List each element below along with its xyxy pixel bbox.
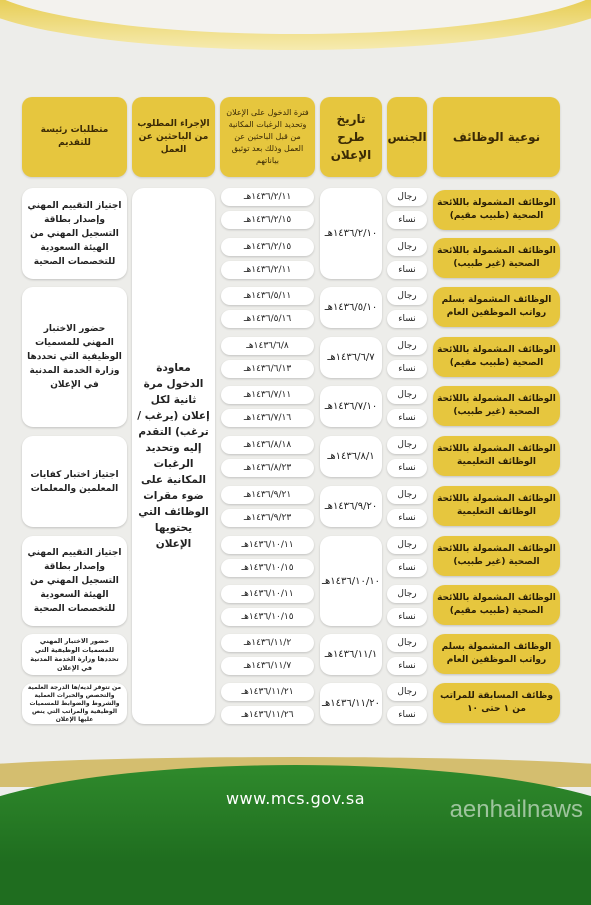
header-requirements: متطلبات رئيسة للتقديم [22,97,127,177]
announce-date-2: ١٤٣٦/٥/١٠هـ [320,287,382,328]
announce-date-6: ١٤٣٦/٩/٢٠هـ [320,486,382,527]
gender-male: رجال [387,337,427,355]
header-job-type: نوعية الوظائف [433,97,560,177]
period-date: ١٤٣٦/٦/١٣هـ [221,360,314,378]
website-url: www.mcs.gov.sa [225,789,366,808]
gender-female: نساء [387,211,427,229]
period-date: ١٤٣٦/٥/١٦هـ [221,310,314,328]
period-date: ١٤٣٦/٢/١١هـ [221,261,314,279]
required-action-cell: معاودة الدخول مرة ثانية لكل إعلان (يرغب / ترغب) التقدم إليه وتحديد الرغبات المكانية على ضوء مقرات الوظائف التي يحتويها الإعلان [132,188,215,724]
header-gender: الجنس [387,97,427,177]
job-type-10: الوظائف المشمولة بسلم رواتب الموظفين العام [433,634,560,674]
header-entry-period: فترة الدخول على الإعلان وتحديد الرغبات المكانية من قبل الباحثين عن العمل وذلك بعد توثيق بياناتهم [220,97,315,177]
announce-date-8: ١٤٣٦/١١/١هـ [320,634,382,675]
job-type-9: الوظائف المشمولة باللائحة الصحية (طبيب مقيم) [433,585,560,625]
gender-female: نساء [387,459,427,477]
period-date: ١٤٣٦/١٠/١١هـ [221,536,314,554]
gender-male: رجال [387,188,427,206]
gender-female: نساء [387,409,427,427]
period-date: ١٤٣٦/١١/٢هـ [221,634,314,652]
job-type-4: الوظائف المشمولة باللائحة الصحية (طبيب مقيم) [433,337,560,377]
header-required-action: الإجراء المطلوب من الباحثين عن العمل [132,97,215,177]
gender-male: رجال [387,683,427,701]
requirement-1: اجتياز التقييم المهني وإصدار بطاقة التسجيل المهني من الهيئة السعودية للتخصصات الصحية [22,188,127,279]
period-date: ١٤٣٦/١٠/١٥هـ [221,608,314,626]
announce-date-9: ١٤٣٦/١١/٢٠هـ [320,683,382,724]
job-type-11: وظائف المسابقة للمراتب من ١ حتى ١٠ [433,683,560,723]
period-date: ١٤٣٦/١١/٧هـ [221,657,314,675]
requirement-4: اجتياز التقييم المهني وإصدار بطاقة التسجيل المهني من الهيئة السعودية للتخصصات الصحية [22,536,127,626]
gender-female: نساء [387,360,427,378]
watermark: aenhailnaws [449,796,583,823]
gender-male: رجال [387,386,427,404]
announce-date-1: ١٤٣٦/٢/١٠هـ [320,188,382,279]
announce-date-4: ١٤٣٦/٧/١٠هـ [320,386,382,427]
gender-male: رجال [387,634,427,652]
gender-female: نساء [387,261,427,279]
period-date: ١٤٣٦/٩/٢٣هـ [221,509,314,527]
announce-date-3: ١٤٣٦/٦/٧هـ [320,337,382,378]
requirement-2: حضور الاختبار المهني للمسميات الوظيفية التي تحددها وزارة الخدمة المدنية في الإعلان [22,287,127,427]
gender-female: نساء [387,608,427,626]
job-type-5: الوظائف المشمولة باللائحة الصحية (غير طبيب) [433,386,560,426]
gender-male: رجال [387,486,427,504]
gender-male: رجال [387,238,427,256]
gender-male: رجال [387,585,427,603]
announce-date-7: ١٤٣٦/١٠/١٠هـ [320,536,382,626]
gender-male: رجال [387,436,427,454]
job-type-3: الوظائف المشمولة بسلم رواتب الموظفين العام [433,287,560,327]
job-type-1: الوظائف المشمولة باللائحة الصحية (طبيب مقيم) [433,190,560,230]
job-type-8: الوظائف المشمولة باللائحة الصحية (غير طبيب) [433,536,560,576]
job-type-6: الوظائف المشمولة باللائحة الوظائف التعليمية [433,436,560,476]
gender-female: نساء [387,706,427,724]
bottom-decor-band [0,765,591,905]
gender-female: نساء [387,310,427,328]
period-date: ١٤٣٦/١٠/١١هـ [221,585,314,603]
gender-male: رجال [387,536,427,554]
period-date: ١٤٣٦/٨/٢٣هـ [221,459,314,477]
period-date: ١٤٣٦/٧/١٦هـ [221,409,314,427]
period-date: ١٤٣٦/٢/١١هـ [221,188,314,206]
period-date: ١٤٣٦/٨/١٨هـ [221,436,314,454]
announce-date-5: ١٤٣٦/٨/١هـ [320,436,382,477]
period-date: ١٤٣٦/٥/١١هـ [221,287,314,305]
period-date: ١٤٣٦/٩/٢١هـ [221,486,314,504]
requirement-6: من تتوفر لديه/ها الدرجة العلمية والتخصص والخبرات العملية والشروط والضوابط للمسميات الوظيفية والمراتب التي ينص عليها الإعلان [22,683,127,724]
period-date: ١٤٣٦/٢/١٥هـ [221,211,314,229]
header-announce-date: تاريخ طرح الإعلان [320,97,382,177]
gender-female: نساء [387,657,427,675]
job-type-7: الوظائف المشمولة باللائحة الوظائف التعليمية [433,486,560,526]
gender-female: نساء [387,559,427,577]
period-date: ١٤٣٦/٦/٨هـ [221,337,314,355]
gender-male: رجال [387,287,427,305]
requirement-3: اجتياز اختبار كفايات المعلمين والمعلمات [22,436,127,527]
requirement-5: حضور الاختبار المهني للمسميات الوظيفية التي تحددها وزارة الخدمة المدنية في الإعلان [22,634,127,675]
period-date: ١٤٣٦/٧/١١هـ [221,386,314,404]
period-date: ١٤٣٦/١٠/١٥هـ [221,559,314,577]
period-date: ١٤٣٦/١١/٢١هـ [221,683,314,701]
period-date: ١٤٣٦/١١/٢٦هـ [221,706,314,724]
job-type-2: الوظائف المشمولة باللائحة الصحية (غير طبيب) [433,238,560,278]
gender-female: نساء [387,509,427,527]
period-date: ١٤٣٦/٢/١٥هـ [221,238,314,256]
